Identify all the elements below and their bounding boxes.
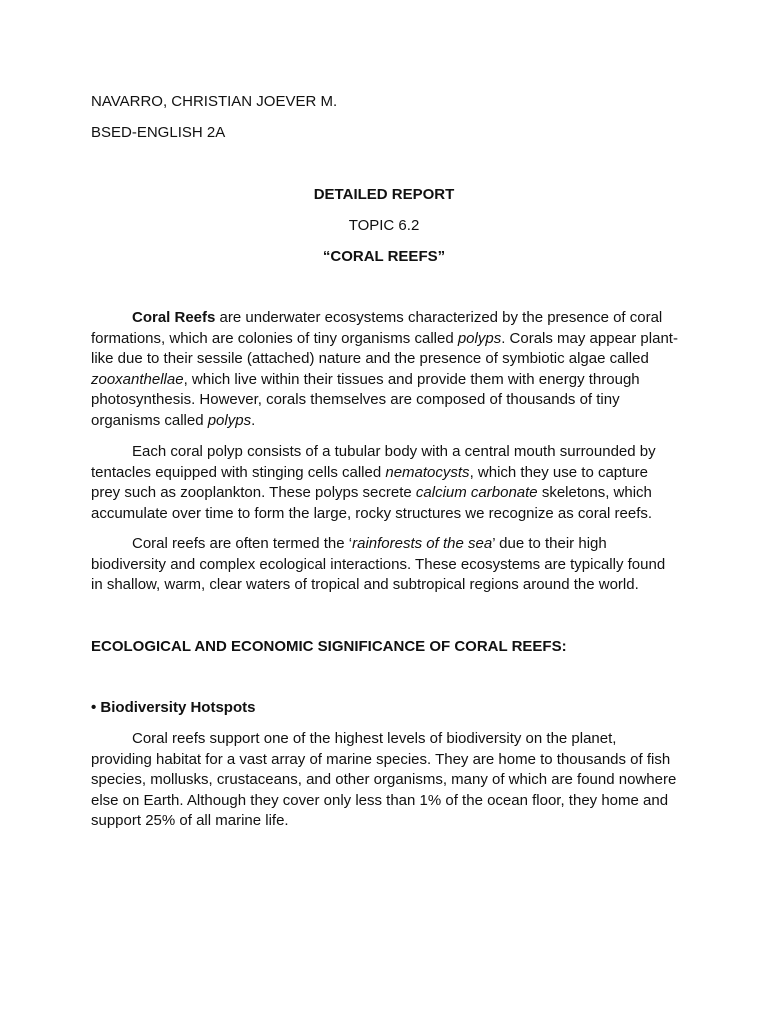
intro-paragraph-1: Coral Reefs are underwater ecosystems characterized by the presence of coral formations, which are colonies of tiny organisms called polyps. Corals may appear plant-like due to their sessile (attached) nature and the presence of symbiotic algae called zooxanthellae, which live within their tissues and provide them with energy through photosynthesis. However, corals themselves are composed of thousands of tiny organisms called polyps. — [91, 309, 678, 429]
topic-number: TOPIC 6.2 — [348, 217, 420, 234]
author-name: NAVARRO, CHRISTIAN JOEVER M. — [91, 93, 338, 110]
biodiversity-paragraph: Coral reefs support one of the highest levels of biodiversity on the planet, providing habitat for a vast array of marine species. They are home to thousands of fish species, mollusks, crustaceans, and other organisms, many of which are found nowhere else on Earth. Although they cover only less than 1% of the ocean floor, they home and support 25% of all marine life. — [91, 730, 677, 829]
document-title: “CORAL REEFS” — [322, 248, 446, 265]
intro-paragraph-3: Coral reefs are often termed the ‘rainforests of the sea’ due to their high biodiversity and complex ecological interactions. These ecosystems are typically found in shallow, warm, clear waters of tropical and subtropical regions around the world. — [91, 535, 666, 593]
report-label: DETAILED REPORT — [313, 186, 455, 203]
course-section: BSED-ENGLISH 2A — [91, 124, 226, 141]
section-heading: ECOLOGICAL AND ECONOMIC SIGNIFICANCE OF CORAL REEFS: — [91, 638, 567, 655]
coral-reefs-term: Coral Reefs — [132, 309, 216, 326]
intro-paragraph-2: Each coral polyp consists of a tubular body with a central mouth surrounded by tentacles equipped with stinging cells called nematocysts, which they use to capture prey such as zooplankton. These polyps secrete calcium carbonate skeletons, which accumulate over time to form the large, rocky structures we recognize as coral reefs. — [91, 443, 656, 522]
subsection-heading: • Biodiversity Hotspots — [91, 699, 256, 716]
